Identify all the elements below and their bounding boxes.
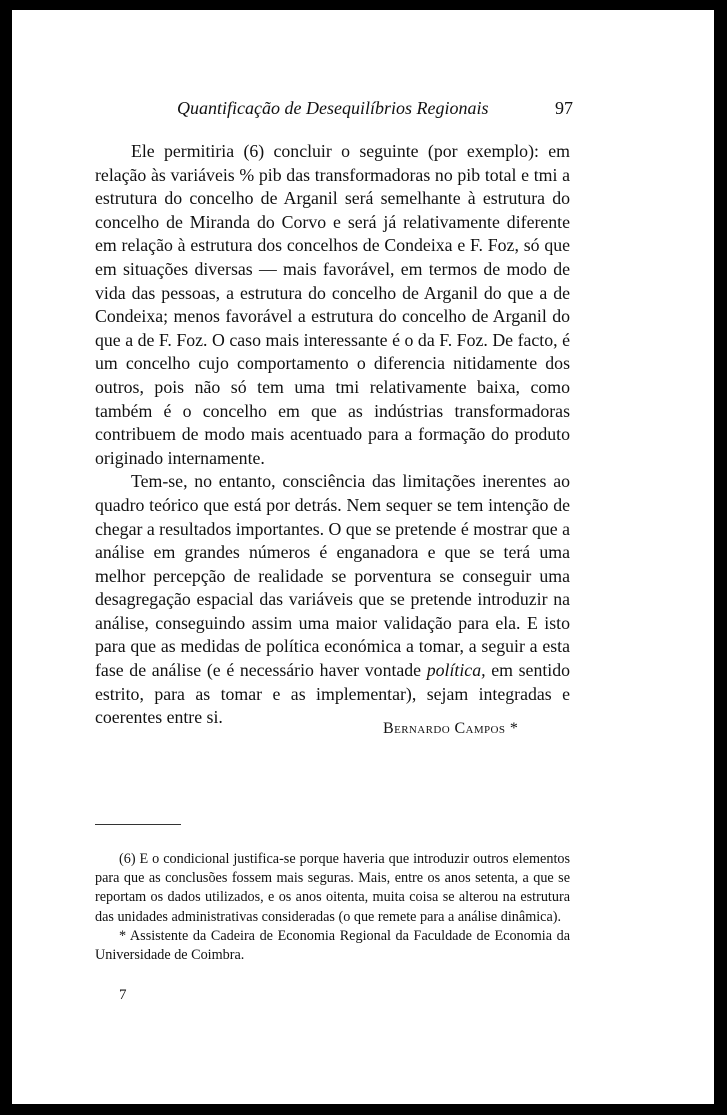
paragraph-2-italic: política, — [426, 660, 486, 681]
paragraph-1: Ele permitiria (6) concluir o seguinte (por exemplo): em relação às variáveis % pib das transformadoras no pib total e tmi a estrutura do concelho de Arganil será semelhante à estrutura do concelho de Miranda do Corvo e será já relativamente diferente em relação à estrutura dos concelhos de Condeixa e F. Foz, só que em situações diversas — mais favorável, em termos de modo de vida das pessoas, a estrutura do concelho de Arganil do que a de Condeixa; menos favorável a estrutura do concelho de Arganil do que a de F. Foz. O caso mais interessante é o da F. Foz. De facto, é um concelho cujo comportamento o diferencia nitidamente dos outros, pois não só tem uma tmi relativamente baixa, como também é o concelho em que as indústrias transformadoras contribuem de modo mais acentuado para a formação do produto originado internamente. — [95, 141, 570, 468]
running-header — [12, 98, 714, 122]
footnotes — [95, 850, 570, 965]
body-text — [95, 140, 570, 730]
paragraph-2-part-b: em sentido estrito, para as tomar e as implementar), sejam integradas e coerentes entre si. — [95, 660, 570, 728]
footnote-author: * Assistente da Cadeira de Economia Regional da Faculdade de Economia da Universidade de Coimbra. — [95, 927, 570, 964]
footnote-divider — [95, 824, 181, 825]
paragraph-2-part-a: Tem-se, no entanto, consciência das limitações inerentes ao quadro teórico que está por detrás. Nem sequer se tem intenção de chegar a resultados importantes. O que se pretende é mostrar que a análise em grandes números é enganadora e que se terá uma melhor percepção de realidade se porventura se conseguir uma desagregação espacial das variáveis que se pretende introduzir na análise, conseguindo assim uma maior validação para ela. E isto para que as medidas de política económica a tomar, a seguir a esta fase de análise (e é necessário haver vontade — [95, 471, 570, 681]
paragraph-2 — [95, 470, 570, 730]
footnote-6: (6) E o condicional justifica-se porque haveria que introduzir outros elementos para que as conclusões fossem mais seguras. Mais, entre os anos setenta, a que se reportam os dados utilizados, e os anos oitenta, muita coisa se alterou na estrutura das unidades administrativas consideradas (o que remete para a análise dinâmica). — [95, 851, 570, 925]
author-signature: Bernardo Campos * — [383, 720, 519, 737]
page — [12, 10, 714, 1104]
page-number: 97 — [555, 98, 573, 118]
signature-mark: 7 — [119, 987, 127, 1003]
running-title: Quantificação de Desequilíbrios Regionais — [177, 98, 489, 118]
